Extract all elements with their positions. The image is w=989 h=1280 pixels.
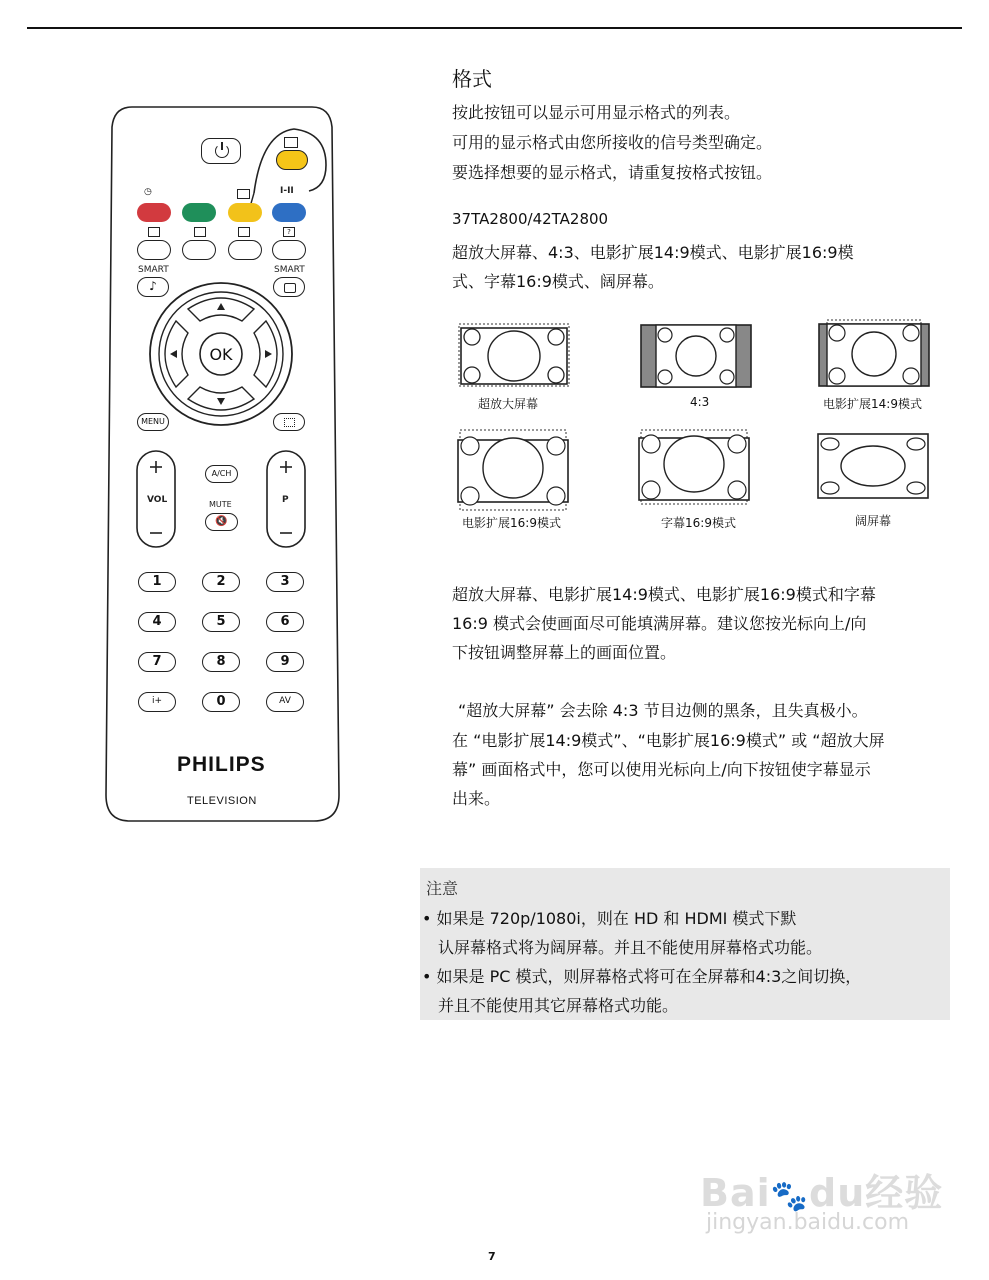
caption-4-3: 4:3 [690,395,710,409]
smart-picture-label: SMART [274,265,305,275]
format-button[interactable] [276,150,308,170]
caption-super-zoom: 超放大屏幕 [478,397,539,411]
smart-picture-icon [284,283,296,293]
digit-0-button[interactable]: 0 [202,692,240,712]
brand-subtitle: TELEVISION [187,795,257,807]
timer-icon: ◷ [144,187,152,197]
list-button[interactable] [228,240,262,260]
remote-control-illustration [104,105,340,825]
list-icon [238,227,250,237]
yellow-button[interactable] [228,203,262,222]
fill-para-line-2: 16:9 模式会使画面尽可能填满屏幕。建议您按光标向上/向 [452,614,867,633]
digit-8-button[interactable]: 8 [202,652,240,672]
note-item-1-line-1: • 如果是 720p/1080i，则在 HD 和 HDMI 模式下默 [422,909,797,928]
page-number: 7 [488,1250,496,1263]
help-button[interactable] [272,240,306,260]
smart-sound-label: SMART [138,265,169,275]
model-numbers: 37TA2800/42TA2800 [452,210,609,228]
diagram-widescreen [816,432,930,500]
dual-audio-icon: I-II [280,186,294,196]
watermark-logo [700,1162,943,1217]
watermark-jingyan: 经验 [865,1171,944,1215]
av-button[interactable]: AV [266,692,304,712]
digit-7-button[interactable]: 7 [138,652,176,672]
brand-logo: PHILIPS [177,753,266,776]
digit-4-button[interactable]: 4 [138,612,176,632]
note-item-2-line-1: • 如果是 PC 模式，则屏幕格式将可在全屏幕和4:3之间切换， [422,967,862,986]
digit-9-button[interactable]: 9 [266,652,304,672]
formats-line-2: 式、字幕16:9模式、阔屏幕。 [452,272,664,291]
help-icon: ? [283,227,295,237]
volume-rocker[interactable] [137,451,175,547]
page-title: 格式 [452,67,492,91]
formats-line-1: 超放大屏幕、4:3、电影扩展14:9模式、电影扩展16:9模 [452,243,854,262]
digit-5-button[interactable]: 5 [202,612,240,632]
note-box [420,868,950,1020]
program-label: P [282,495,289,505]
format-icon [237,189,250,199]
caption-widescreen: 阔屏幕 [855,514,892,528]
zoom-button[interactable] [182,240,216,260]
top-rule [27,27,962,29]
diagram-subtitle-16-9 [637,428,751,506]
diagram-movie-14-9 [817,318,931,388]
note-item-2-line-2: 并且不能使用其它屏幕格式功能。 [438,996,679,1015]
watermark-du: du [809,1171,866,1215]
diagram-super-zoom [458,322,570,388]
zoom-para-line-2: 在 “电影扩展14:9模式”、“电影扩展16:9模式” 或 “超放大屏 [452,731,885,750]
fill-para-line-1: 超放大屏幕、电影扩展14:9模式、电影扩展16:9模式和字幕 [452,585,876,604]
info-button[interactable]: i+ [138,692,176,712]
ach-button[interactable]: A/CH [205,465,238,483]
vol-label: VOL [147,495,168,505]
power-icon-bar [221,142,223,150]
zoom-para-line-3: 幕” 画面格式中，您可以使用光标向上/向下按钮使字幕显示 [452,760,871,779]
mute-label: MUTE [209,500,232,509]
caption-movie-14-9: 电影扩展14:9模式 [823,397,922,411]
digit-1-button[interactable]: 1 [138,572,176,592]
menu-button[interactable]: MENU [137,413,169,431]
diagram-4-3 [640,324,752,388]
intro-line-2: 可用的显示格式由您所接收的信号类型确定。 [452,133,773,152]
caption-subtitle-16-9: 字幕16:9模式 [661,516,736,530]
watermark-paw-icon: 🐾 [770,1179,809,1214]
mute-button[interactable]: 🔇 [205,513,238,531]
digit-3-button[interactable]: 3 [266,572,304,592]
program-rocker[interactable] [267,451,305,547]
zoom-icon [194,227,206,237]
teletext-button[interactable] [137,240,171,260]
digit-6-button[interactable]: 6 [266,612,304,632]
note-item-1-line-2: 认屏幕格式将为阔屏幕。并且不能使用屏幕格式功能。 [438,938,823,957]
green-button[interactable] [182,203,216,222]
smart-sound-button[interactable]: ♪ [137,277,169,297]
watermark-bai: Bai [700,1171,771,1215]
fill-para-line-3: 下按钮调整屏幕上的画面位置。 [452,643,677,662]
zoom-para-line-1: “超放大屏幕” 会去除 4:3 节目边侧的黑条，且失真极小。 [458,701,868,720]
note-title: 注意 [426,879,459,898]
watermark-url: jingyan.baidu.com [706,1210,910,1235]
format-icon-small [284,137,298,148]
caption-movie-16-9: 电影扩展16:9模式 [462,516,561,530]
red-button[interactable] [137,203,171,222]
diagram-movie-16-9 [456,428,570,512]
intro-line-3: 要选择想要的显示格式，请重复按格式按钮。 [452,163,773,182]
source-icon [284,418,295,427]
blue-button[interactable] [272,203,306,222]
zoom-para-line-4: 出来。 [452,789,501,808]
ok-button[interactable]: OK [209,345,233,364]
teletext-icon [148,227,160,237]
digit-2-button[interactable]: 2 [202,572,240,592]
intro-line-1: 按此按钮可以显示可用显示格式的列表。 [452,103,741,122]
